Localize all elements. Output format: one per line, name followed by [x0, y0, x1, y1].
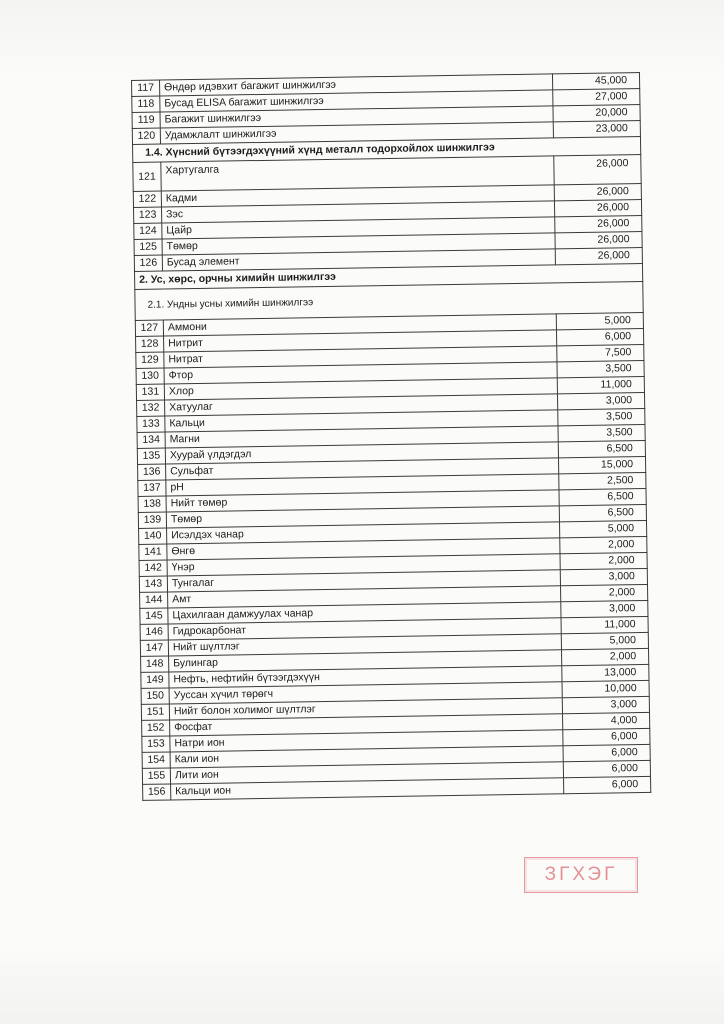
- test-price: 7,500: [557, 344, 644, 361]
- test-name: Багажит шинжилгээ: [160, 106, 553, 128]
- test-name: Аммони: [163, 314, 556, 336]
- row-number: 132: [137, 400, 165, 416]
- test-price: 2,000: [560, 552, 647, 569]
- price-rows-group-c: [135, 312, 650, 800]
- row-number: 156: [143, 784, 171, 800]
- row-number: 142: [139, 560, 167, 576]
- test-name: Кальци ион: [171, 778, 564, 800]
- test-price: 2,500: [559, 472, 646, 489]
- row-number: 155: [142, 768, 170, 784]
- test-price: 6,500: [559, 488, 646, 505]
- section-2: [135, 263, 644, 320]
- test-name: Ууссан хүчил төрөгч: [169, 682, 562, 704]
- test-name: Магни: [165, 426, 558, 448]
- test-price: 4,000: [563, 712, 650, 729]
- row-number: 143: [139, 576, 167, 592]
- test-name: Фтор: [164, 362, 557, 384]
- row-number: 137: [138, 480, 166, 496]
- test-name: Төмөр: [162, 233, 555, 255]
- row-number: 124: [134, 223, 162, 239]
- test-name: Исэлдэх чанар: [167, 522, 560, 544]
- test-price: 5,000: [561, 632, 648, 649]
- test-name: Цайр: [162, 217, 555, 239]
- test-price: 6,000: [563, 760, 650, 777]
- row-number: 121: [133, 162, 161, 191]
- registry-stamp: ЗГХЭГ: [524, 857, 638, 893]
- test-name: Кальци: [165, 410, 558, 432]
- row-number: 145: [140, 608, 168, 624]
- test-name: Тунгалаг: [167, 570, 560, 592]
- test-price: 3,000: [557, 392, 644, 409]
- row-number: 131: [136, 384, 164, 400]
- test-price: 3,500: [557, 360, 644, 377]
- row-number: 135: [137, 448, 165, 464]
- test-price: 5,000: [559, 520, 646, 537]
- test-price: 13,000: [562, 664, 649, 681]
- test-name: Хуурай үлдэгдэл: [165, 442, 558, 464]
- test-price: 26,000: [554, 183, 641, 200]
- test-name: Нийт шүлтлэг: [168, 634, 561, 656]
- row-number: 136: [138, 464, 166, 480]
- test-name: Нитрат: [164, 346, 557, 368]
- row-number: 118: [132, 96, 160, 112]
- test-price: 23,000: [553, 121, 640, 138]
- row-number: 120: [132, 128, 160, 144]
- section-heading: 2. Ус, хөрс, орчны химийн шинжилгээ: [135, 263, 643, 289]
- test-price: 26,000: [555, 231, 642, 248]
- test-name: Нефть, нефтийн бүтээгдэхүүн: [169, 666, 562, 688]
- test-price: 5,000: [556, 312, 643, 329]
- test-price: 3,000: [561, 600, 648, 617]
- test-price: 3,500: [558, 408, 645, 425]
- test-name: Кадми: [161, 185, 554, 207]
- test-price: 27,000: [553, 89, 640, 106]
- test-name: Фосфат: [170, 714, 563, 736]
- test-price: 2,000: [560, 536, 647, 553]
- row-number: 148: [141, 656, 169, 672]
- price-table: [131, 72, 651, 801]
- row-number: 140: [139, 528, 167, 544]
- test-name: Нийт болон холимог шүлтлэг: [169, 698, 562, 720]
- row-number: 122: [133, 191, 161, 207]
- row-number: 147: [140, 640, 168, 656]
- row-number: 129: [136, 352, 164, 368]
- test-price: 6,000: [563, 728, 650, 745]
- test-price: 6,000: [563, 744, 650, 761]
- test-name: Натри ион: [170, 730, 563, 752]
- row-number: 139: [138, 512, 166, 528]
- test-name: Зэс: [161, 201, 554, 223]
- price-rows-group-b: [133, 155, 643, 272]
- test-price: 26,000: [555, 247, 642, 264]
- test-name: Гидрокарбонат: [168, 618, 561, 640]
- row-number: 146: [140, 624, 168, 640]
- row-number: 149: [141, 672, 169, 688]
- test-price: 3,000: [560, 568, 647, 585]
- test-name: pH: [166, 474, 559, 496]
- row-number: 130: [136, 368, 164, 384]
- row-number: 125: [134, 239, 162, 255]
- row-number: 153: [142, 736, 170, 752]
- test-price: 11,000: [557, 376, 644, 393]
- row-number: 151: [141, 704, 169, 720]
- test-name: Лити ион: [170, 762, 563, 784]
- row-number: 119: [132, 112, 160, 128]
- test-price: 6,500: [559, 504, 646, 521]
- test-name: Бусад ELISA багажит шинжилгээ: [160, 90, 553, 112]
- test-name: Үнэр: [167, 554, 560, 576]
- test-price: 15,000: [558, 456, 645, 473]
- test-price: 2,000: [562, 648, 649, 665]
- test-name: Сульфат: [166, 458, 559, 480]
- test-name: Булингар: [169, 650, 562, 672]
- test-price: 6,000: [556, 328, 643, 345]
- test-price: 2,000: [560, 584, 647, 601]
- price-rows-group-a: [132, 73, 641, 145]
- test-name: Цахилгаан дамжуулах чанар: [168, 602, 561, 624]
- row-number: 138: [138, 496, 166, 512]
- row-number: 144: [140, 592, 168, 608]
- test-name: Удамжлалт шинжилгээ: [160, 122, 553, 144]
- test-name: Хартугалга: [161, 156, 554, 191]
- test-name: Өнгө: [167, 538, 560, 560]
- test-name: Бусад элемент: [162, 249, 555, 271]
- test-price: 20,000: [553, 105, 640, 122]
- test-price: 10,000: [562, 680, 649, 697]
- row-number: 126: [134, 255, 162, 271]
- row-number: 141: [139, 544, 167, 560]
- row-number: 133: [137, 416, 165, 432]
- row-number: 154: [142, 752, 170, 768]
- test-price: 26,000: [554, 199, 641, 216]
- test-price: 45,000: [552, 73, 639, 90]
- row-number: 152: [142, 720, 170, 736]
- row-number: 117: [132, 80, 160, 96]
- test-price: 26,000: [555, 215, 642, 232]
- row-number: 128: [136, 336, 164, 352]
- test-name: Кали ион: [170, 746, 563, 768]
- test-price: 3,000: [562, 696, 649, 713]
- row-number: 127: [135, 320, 163, 336]
- test-price: 11,000: [561, 616, 648, 633]
- test-name: Хатуулаг: [165, 394, 558, 416]
- test-name: Хлор: [164, 378, 557, 400]
- test-price: 6,000: [564, 776, 651, 793]
- row-number: 150: [141, 688, 169, 704]
- test-price: 26,000: [554, 155, 641, 185]
- test-name: Төмөр: [166, 506, 559, 528]
- test-price: 3,500: [558, 424, 645, 441]
- test-name: Нийт төмөр: [166, 490, 559, 512]
- test-name: Өндөр идэвхит багажит шинжилгээ: [160, 74, 553, 96]
- row-number: 134: [137, 432, 165, 448]
- section-heading: 1.4. Хүнсний бүтээгдэхүүний хүнд металл тодорхойлох шинжилгээ: [133, 137, 641, 163]
- subsection-heading: 2.1. Ундны усны химийн шинжилгээ: [135, 281, 643, 320]
- test-price: 6,500: [558, 440, 645, 457]
- test-name: Амт: [168, 586, 561, 608]
- test-name: Нитрит: [164, 330, 557, 352]
- row-number: 123: [134, 207, 162, 223]
